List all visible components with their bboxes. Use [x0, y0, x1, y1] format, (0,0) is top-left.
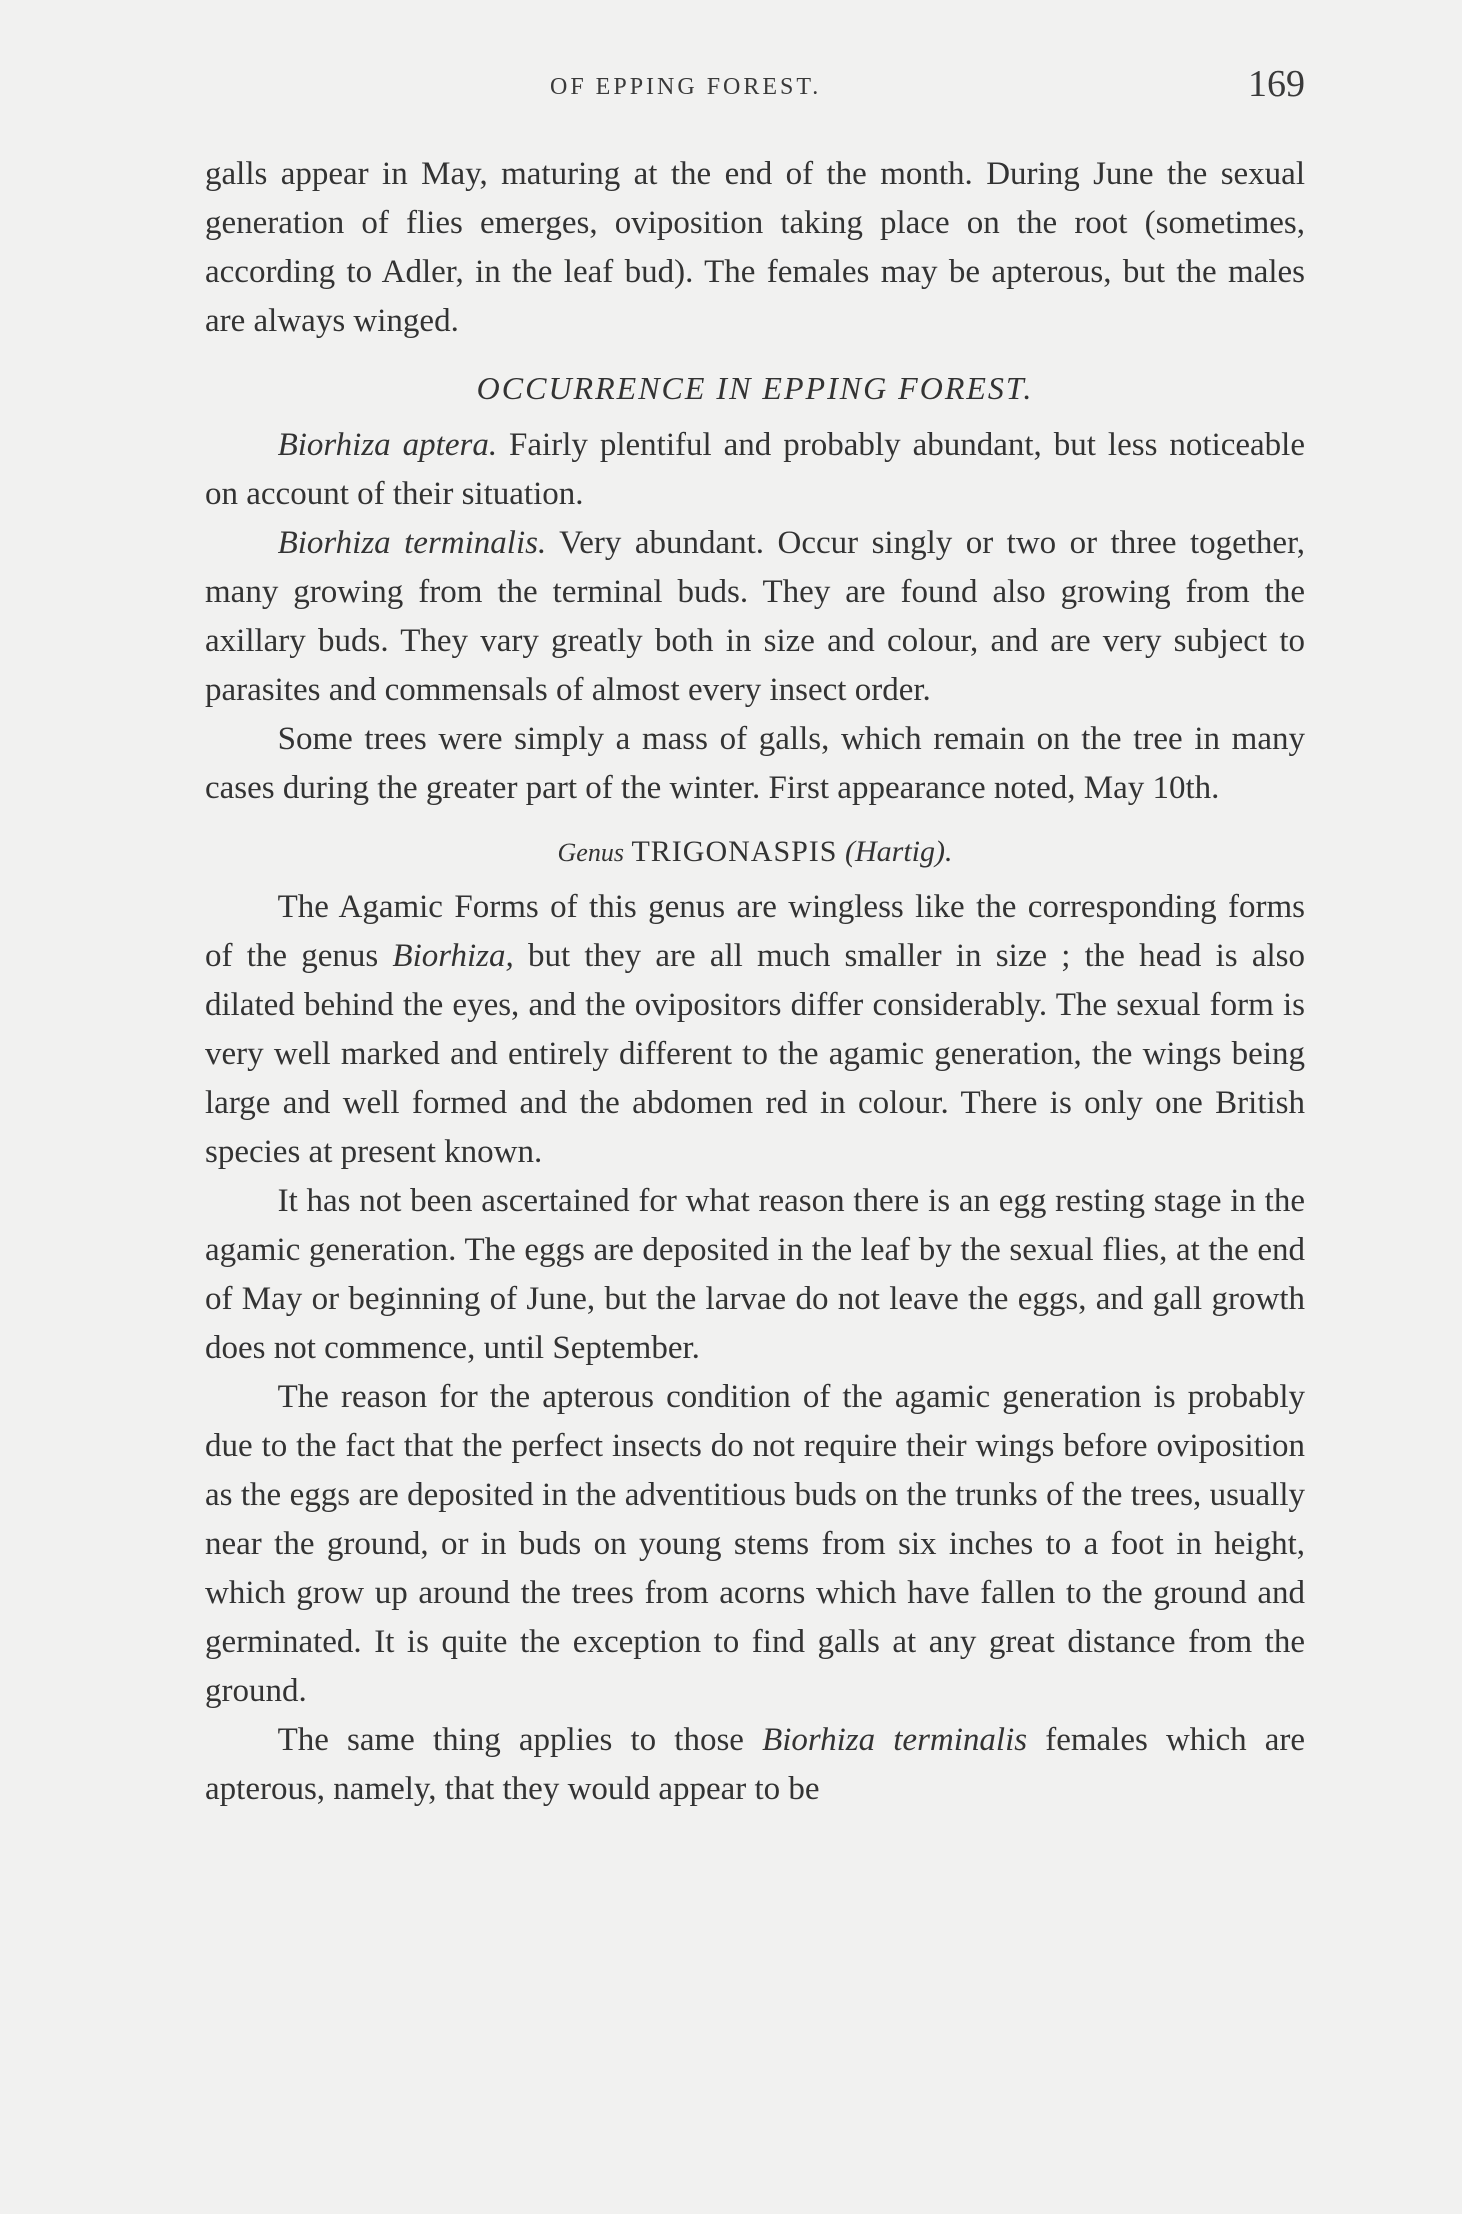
paragraph-text: but they are all much smaller in size ; the head is also dilated behind the eyes, and the ovipositors differ considerably. The sexual form is very well marked and entirely different to the agamic generation, the wings being large and well formed and the abdomen red in colour. There is only one British species at present known. [205, 938, 1305, 1170]
genus-reference: Biorhiza, [392, 938, 514, 974]
section-heading-occurrence: OCCURRENCE IN EPPING FOREST. [476, 370, 1034, 406]
genus-author: (Hartig). [844, 835, 953, 868]
paragraph-biorhiza-aptera [205, 421, 1305, 519]
paragraph-egg-stage: It has not been ascertained for what reason there is an egg resting stage in the agamic generation. The eggs are deposited in the leaf by the sexual flies, at the end of May or beginning of June, but the larvae do not leave the eggs, and gall growth does not commence, until September. [205, 1183, 1305, 1366]
running-head [205, 62, 1305, 122]
paragraph-continued: galls appear in May, maturing at the end of the month. During June the sexual generation of flies emerges, oviposition taking place on the root (sometimes, according to Adler, in the leaf bud). The females may be apterous, but the males are always winged. [205, 156, 1305, 339]
paragraph-text: Fairly plentiful and probably abundant, but less noticeable on account of their situation. [205, 427, 1306, 512]
species-reference: Biorhiza terminalis [762, 1722, 1028, 1758]
species-name: Biorhiza terminalis. [277, 525, 547, 561]
genus-word: Genus [557, 838, 624, 867]
paragraph-text: The same thing applies to those [277, 1722, 763, 1758]
page-number: 169 [1248, 63, 1305, 105]
genus-heading [205, 827, 1305, 877]
paragraph-agamic-forms [205, 883, 1305, 1177]
paragraph-apterous-reason: The reason for the apterous condition of the agamic generation is probably due to the fact that the perfect insects do not require their wings before oviposition as the eggs are deposited in the adventitious buds on the trunks of the trees, usually near the ground, or in buds on young stems from six inches to a foot in height, which grow up around the trees from acorns which have fallen to the ground and germinated. It is quite the exception to find galls at any great distance from the ground. [205, 1379, 1305, 1709]
paragraph-biorhiza-terminalis [205, 519, 1305, 715]
running-title: OF EPPING FOREST. [550, 74, 822, 100]
paragraph-text: females which are apterous, namely, that they would appear to be [205, 1722, 1306, 1807]
body-text [205, 150, 1305, 1814]
paragraph-same-thing [205, 1716, 1305, 1814]
paragraph-trees: Some trees were simply a mass of galls, which remain on the tree in many cases during the greater part of the winter. First appearance noted, May 10th. [205, 721, 1305, 806]
paragraph-text: Very abundant. Occur singly or two or three together, many growing from the terminal buds. They are found also growing from the axillary buds. They vary greatly both in size and colour, and are very subject to parasites and commensals of almost every insect order. [205, 525, 1305, 708]
paragraph-text: The Agamic Forms of this genus are wingless like the corresponding forms of the genus [205, 889, 1305, 974]
species-name: Biorhiza aptera. [277, 427, 498, 463]
genus-name: TRIGONASPIS [631, 835, 838, 868]
